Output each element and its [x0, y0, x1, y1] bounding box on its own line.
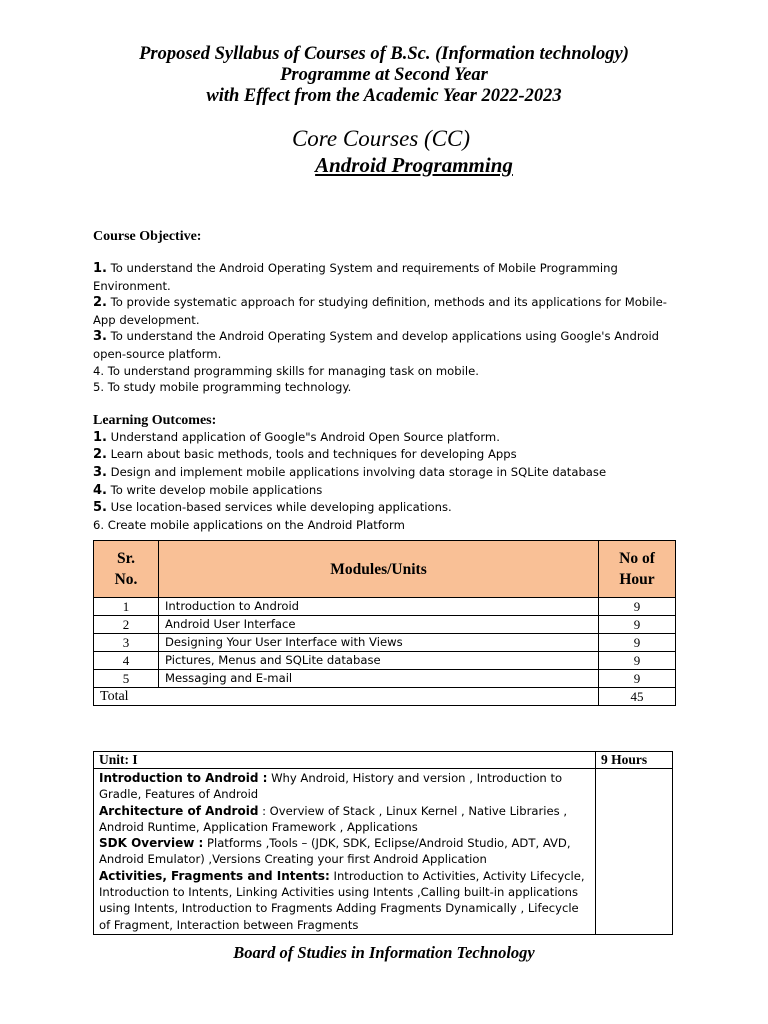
core-courses-label: Core Courses (CC): [291, 126, 471, 151]
unit-description: [94, 769, 596, 935]
header-title-line-1: Proposed Syllabus of Courses of B.Sc. (Information technology): [139, 44, 629, 64]
objective-item: 2. To provide systematic approach for studying definition, methods and its applications for Mobile-App development.: [93, 295, 667, 327]
outcome-item: 2. Learn about basic methods, tools and techniques for developing Apps: [93, 447, 517, 463]
course-content: [93, 228, 673, 533]
header-title-line-3: with Effect from the Academic Year 2022-2023: [206, 86, 562, 106]
objective-list: [93, 260, 673, 396]
modules-table-header: [94, 541, 676, 598]
hours-header: No of Hour: [599, 541, 676, 598]
unit-section: Activities, Fragments and Intents: Introduction to Activities, Activity Lifecycle, Introduction to Intents, Linking Activities using Intents ,Calling built-in applications using Intents, Introduction to Fragments Adding Fragments Dynamically , Lifecycle of Fragment, Interaction between Fragments: [99, 868, 585, 932]
objective-item: 3. To understand the Android Operating System and develop applications using Google's Android open-source platform.: [93, 329, 660, 361]
course-subtitle: [0, 126, 768, 178]
course-name: Android Programming: [315, 153, 513, 177]
table-row: 5 Messaging and E-mail 9: [94, 670, 676, 688]
objective-item: 1. To understand the Android Operating System and requirements of Mobile Programming Environment.: [93, 261, 618, 293]
unit-hours-cell: [596, 769, 673, 935]
unit-section: SDK Overview : Platforms ,Tools – (JDK, SDK, Eclipse/Android Studio, ADT, AVD, Android Emulator) ,Versions Creating your first Android Application: [99, 836, 571, 867]
objective-heading: Course Objective:: [93, 229, 202, 244]
modules-table: [93, 540, 676, 706]
sr-no-header: Sr. No.: [94, 541, 159, 598]
table-row: 3 Designing Your User Interface with Views 9: [94, 634, 676, 652]
objective-item: 5. To study mobile programming technology.: [93, 380, 352, 395]
unit-section: Introduction to Android : Why Android, History and version , Introduction to Gradle, Features of Android: [99, 771, 563, 802]
document-header: [0, 44, 768, 107]
outcomes-heading: Learning Outcomes:: [93, 412, 217, 428]
outcome-item: 6. Create mobile applications on the Android Platform: [93, 517, 405, 532]
table-row: 4 Pictures, Menus and SQLite database 9: [94, 652, 676, 670]
total-row: Total 45: [94, 688, 676, 706]
header-title-line-2: Programme at Second Year: [280, 65, 488, 85]
table-row: 2 Android User Interface 9: [94, 616, 676, 634]
objective-item: 4. To understand programming skills for managing task on mobile.: [93, 363, 479, 378]
modules-header: Modules/Units: [159, 541, 599, 598]
footer-board: Board of Studies in Information Technology: [233, 943, 535, 962]
outcomes-list: [93, 429, 673, 534]
unit-section: Architecture of Android : Overview of Stack , Linux Kernel , Native Libraries , Android Runtime, Application Framework , Applications: [99, 803, 568, 834]
outcome-item: 3. Design and implement mobile applications involving data storage in SQLite database: [93, 464, 607, 480]
outcome-item: 5. Use location-based services while developing applications.: [93, 500, 452, 516]
unit-1-table: [93, 751, 673, 935]
table-row: 1 Introduction to Android 9: [94, 598, 676, 616]
unit-hours: 9 Hours: [596, 752, 673, 769]
outcome-item: 4. To write develop mobile applications: [93, 482, 323, 498]
unit-title: Unit: I: [94, 752, 596, 769]
outcome-item: 1. Understand application of Google"s Android Open Source platform.: [93, 429, 500, 445]
